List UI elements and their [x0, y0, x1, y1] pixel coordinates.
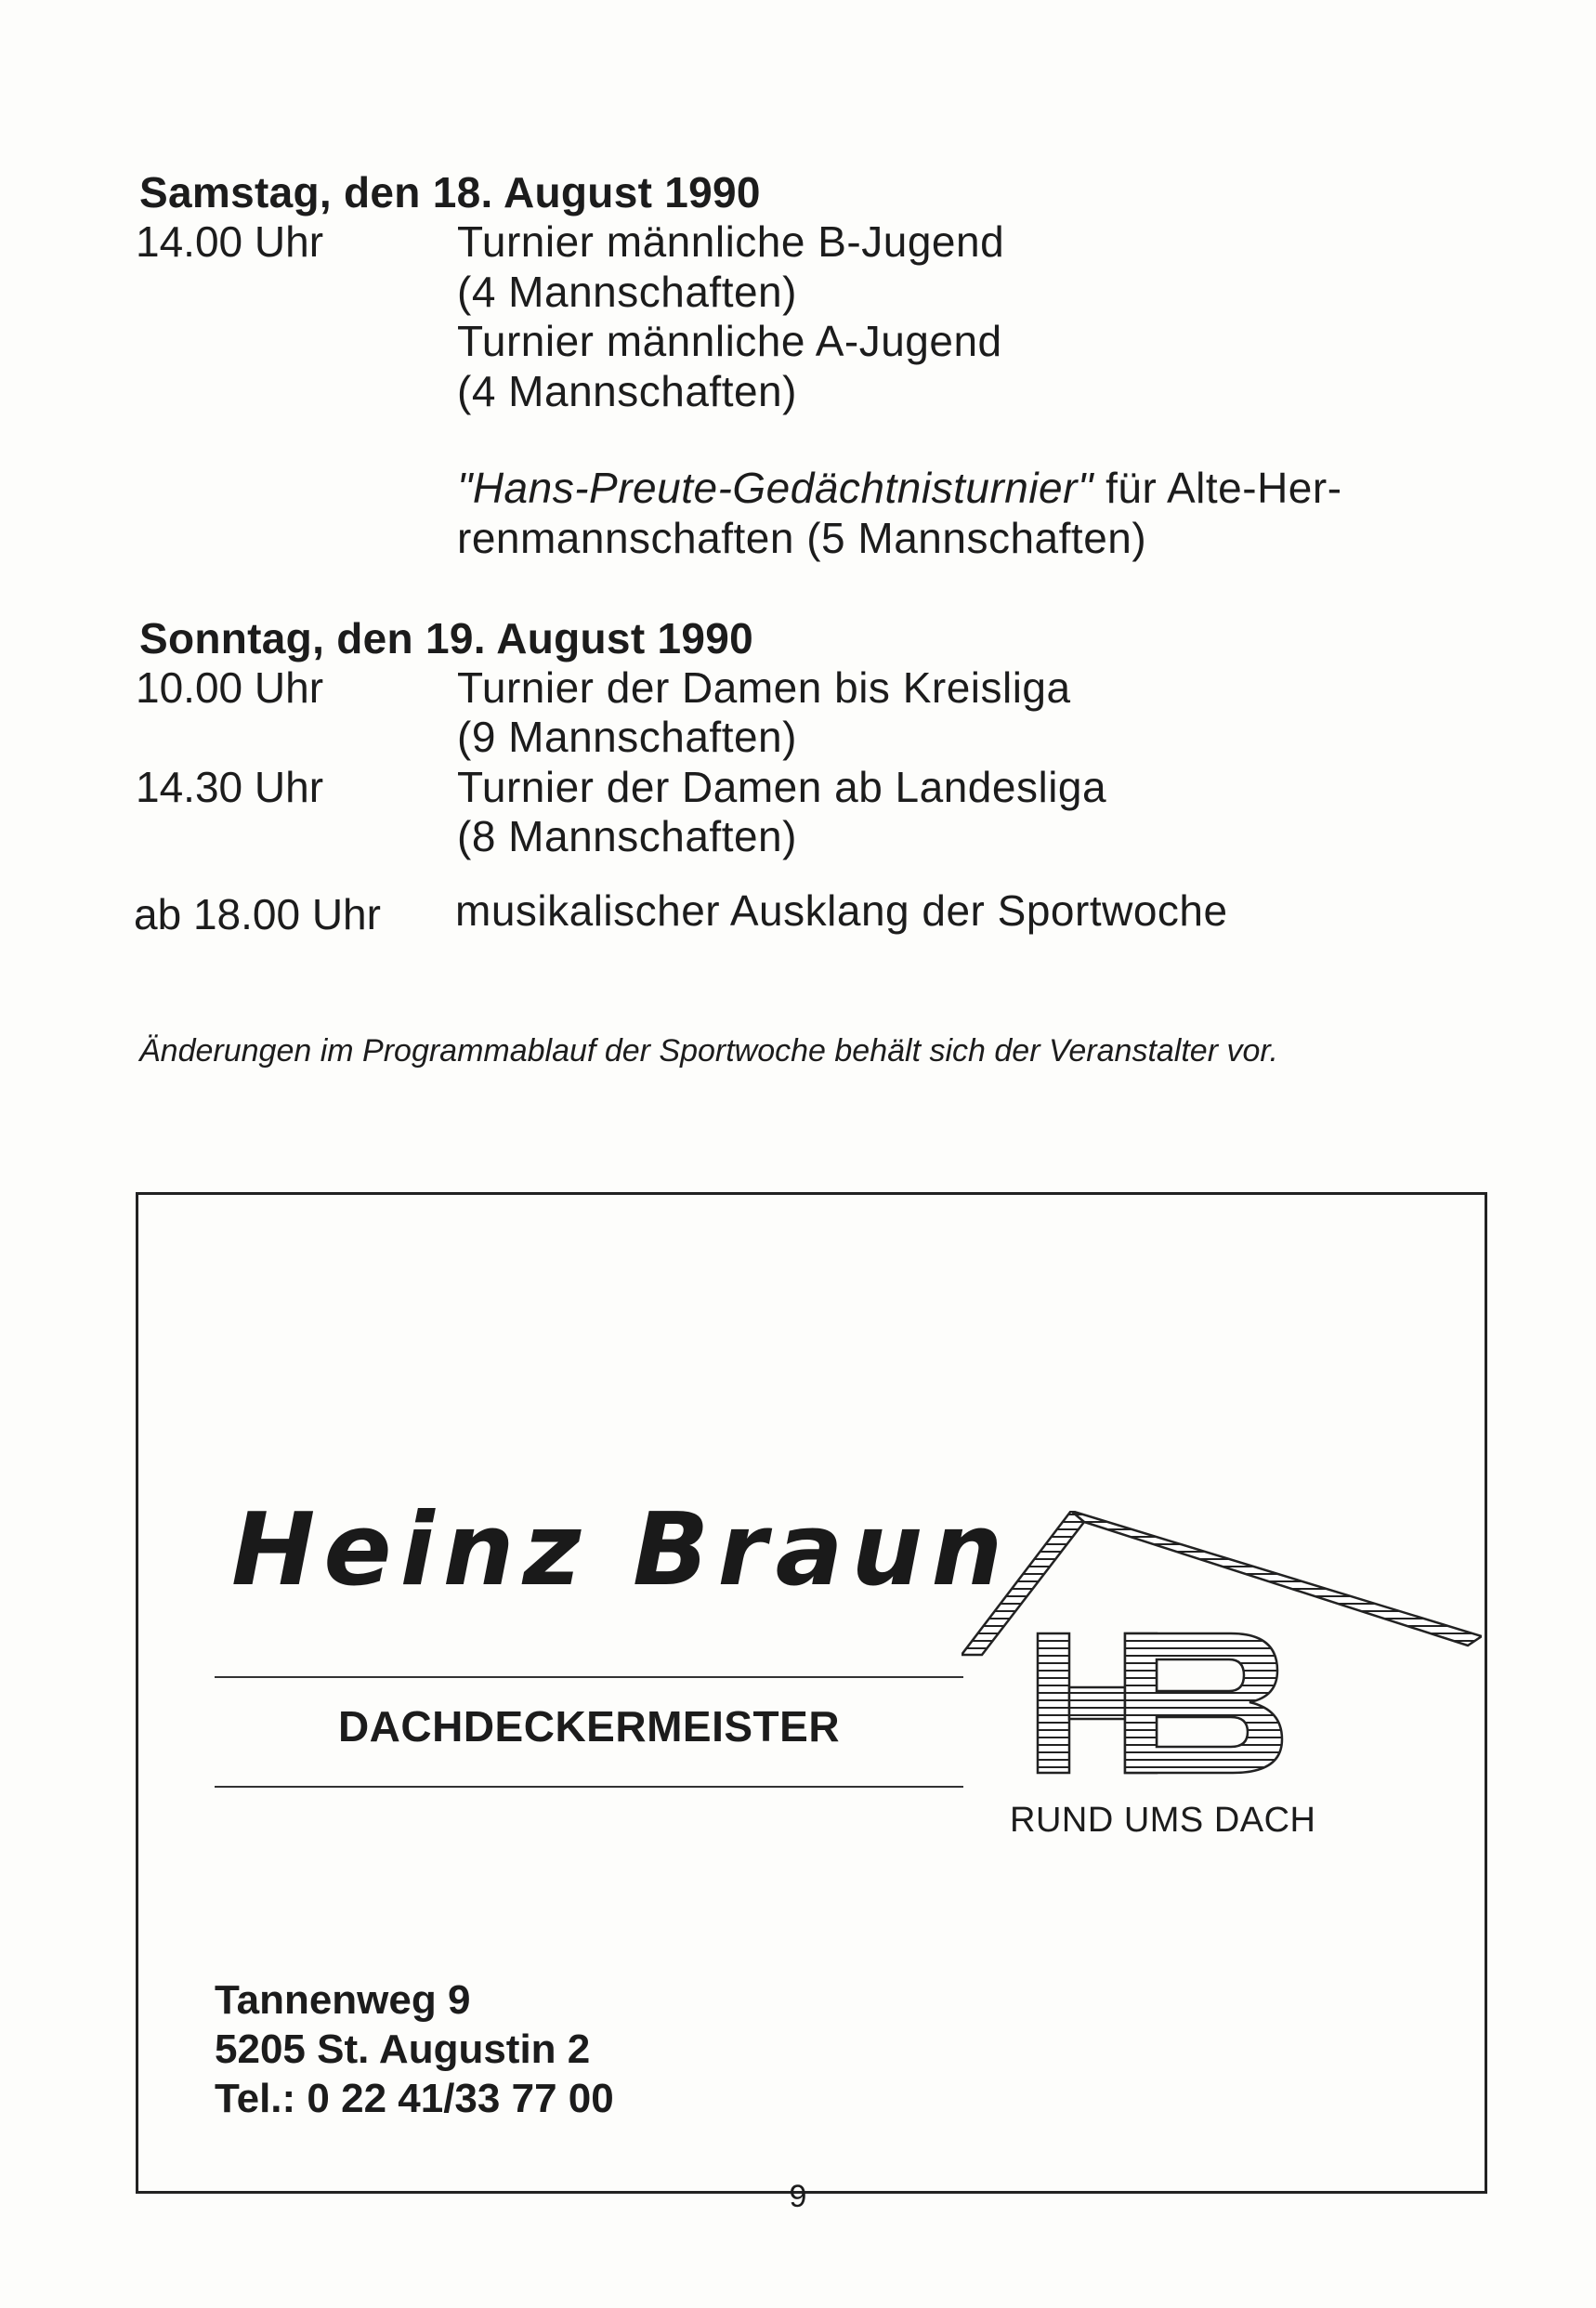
memorial-line-1-rest: für Alte-Her- — [1092, 464, 1342, 512]
sunday-time-1800: ab 18.00 Uhr — [134, 890, 381, 938]
address-city: 5205 St. Augustin 2 — [215, 2026, 591, 2072]
memorial-title: "Hans-Preute-Gedächtnisturnier" — [457, 464, 1093, 512]
saturday-time-1400: 14.00 Uhr — [136, 217, 324, 266]
event-damen-kreisliga-teams: (9 Mannschaften) — [457, 713, 797, 761]
hb-roof-logo — [962, 1511, 1482, 1790]
event-b-jugend: Turnier männliche B-Jugend — [457, 217, 1005, 266]
event-damen-landesliga-teams: (8 Mannschaften) — [457, 812, 797, 860]
event-damen-landesliga: Turnier der Damen ab Landesliga — [457, 763, 1107, 811]
event-a-jugend-teams: (4 Mannschaften) — [457, 367, 797, 415]
logo-letter-b — [1125, 1633, 1282, 1773]
address-phone: Tel.: 0 22 41/33 77 00 — [215, 2076, 614, 2121]
advertiser-trade: DACHDECKERMEISTER — [337, 1702, 841, 1751]
event-ausklang: musikalischer Ausklang der Sportwoche — [455, 886, 1228, 935]
advertiser-name: Heinz Braun — [231, 1492, 1012, 1608]
page-number: 9 — [789, 2179, 807, 2214]
advertiser-slogan: RUND UMS DACH — [1010, 1801, 1316, 1840]
sunday-time-1000: 10.00 Uhr — [136, 663, 324, 712]
advertisement-box — [136, 1192, 1487, 2194]
event-damen-kreisliga: Turnier der Damen bis Kreisliga — [457, 663, 1071, 712]
event-memorial-line-1 — [457, 463, 1342, 513]
ad-rule-bottom — [215, 1786, 963, 1788]
address-street: Tannenweg 9 — [215, 1977, 471, 2023]
event-memorial-line-2: renmannschaften (5 Mannschaften) — [457, 514, 1147, 562]
saturday-heading: Samstag, den 18. August 1990 — [139, 168, 761, 216]
program-change-notice: Änderungen im Programmablauf der Sportwoche behält sich der Veranstalter vor. — [139, 1033, 1278, 1069]
ad-rule-top — [215, 1676, 963, 1678]
event-a-jugend: Turnier männliche A-Jugend — [457, 317, 1002, 365]
roof-right-slope — [1071, 1511, 1482, 1646]
sunday-heading: Sonntag, den 19. August 1990 — [139, 614, 754, 662]
event-b-jugend-teams: (4 Mannschaften) — [457, 268, 797, 316]
sunday-time-1430: 14.30 Uhr — [136, 763, 324, 811]
